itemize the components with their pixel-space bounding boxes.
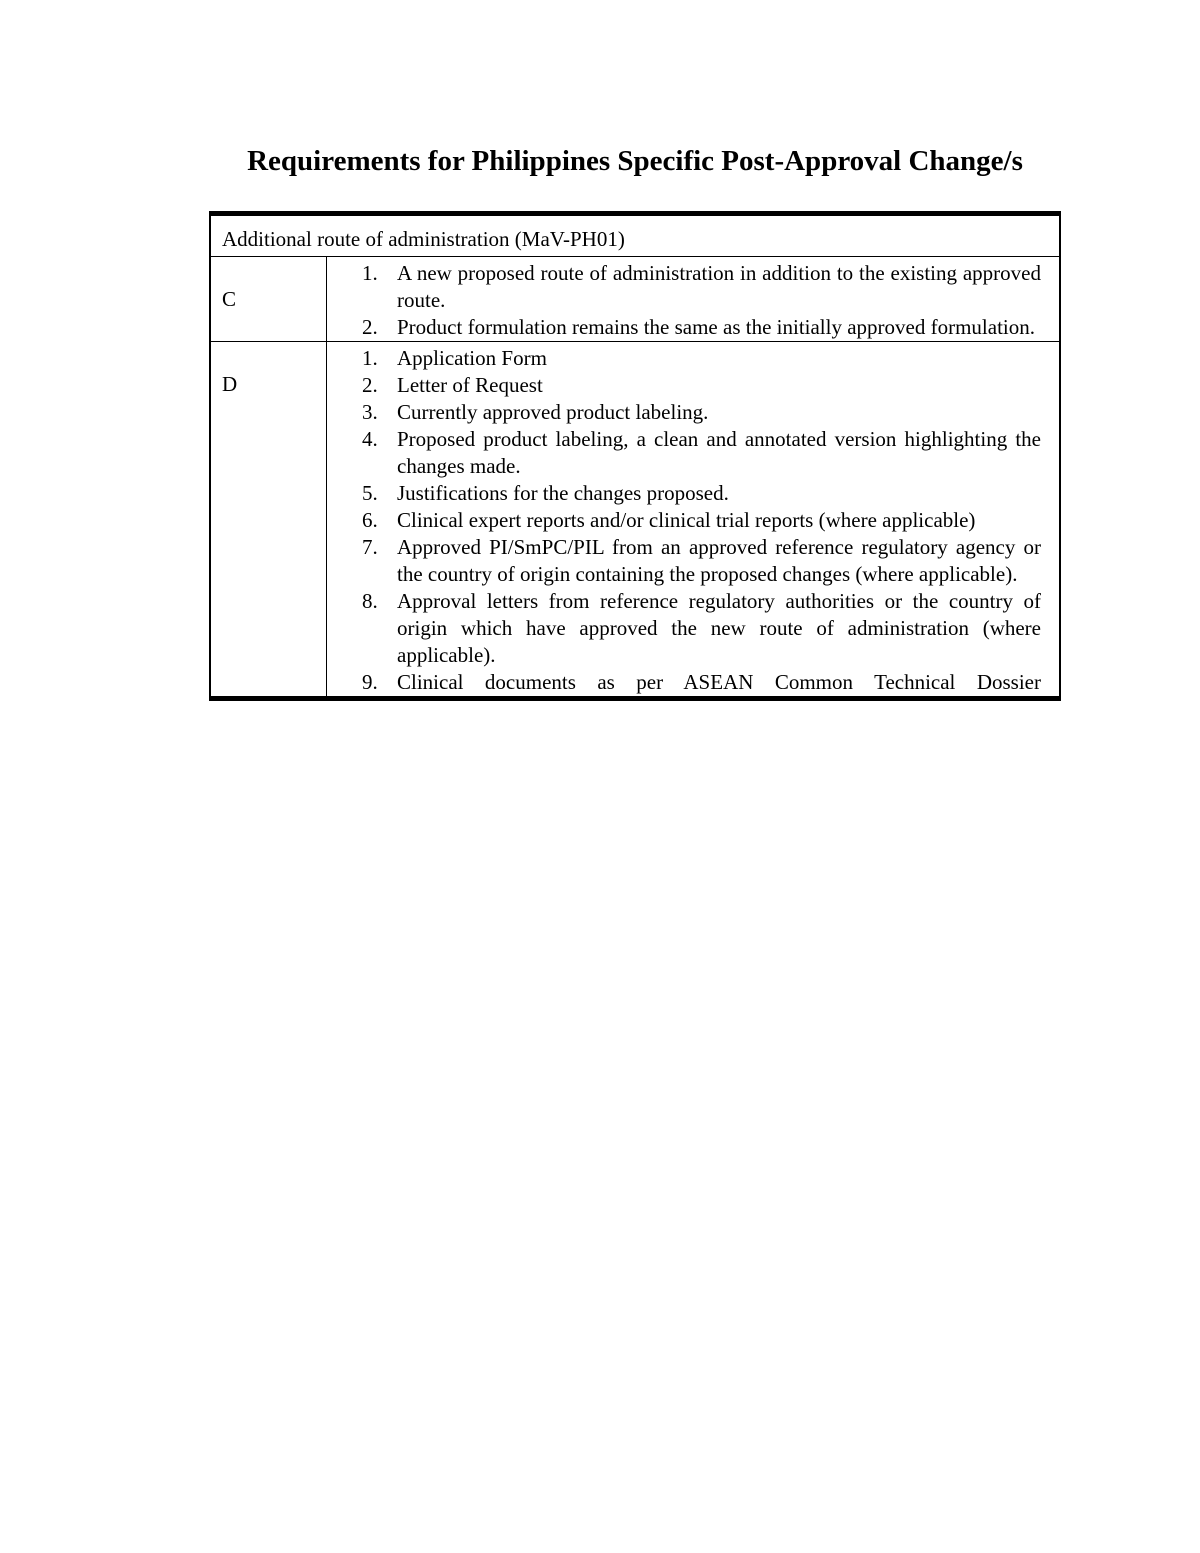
list-item xyxy=(327,669,1041,696)
list-item xyxy=(327,507,1041,534)
item-number: 1. xyxy=(362,261,378,285)
item-number: 4. xyxy=(362,427,378,451)
item-text: Clinical documents as per ASEAN Common Technical Dossier xyxy=(397,670,1041,694)
list-item xyxy=(327,372,1041,399)
item-text: A new proposed route of administration in addition to the existing approved route. xyxy=(397,261,1041,312)
list-item xyxy=(327,480,1041,507)
documents-list xyxy=(327,345,1041,696)
item-number: 8. xyxy=(362,589,378,613)
documents-cell xyxy=(327,342,1061,699)
list-item xyxy=(327,534,1041,588)
page-title: Requirements for Philippines Specific Post-Approval Change/s xyxy=(247,145,1023,177)
table-header-row xyxy=(210,214,1060,257)
item-text: Letter of Request xyxy=(397,373,543,397)
conditions-list xyxy=(327,260,1041,341)
section-row-c xyxy=(210,257,1060,342)
item-number: 1. xyxy=(362,346,378,370)
category-label: D xyxy=(210,342,327,699)
item-number: 2. xyxy=(362,315,378,339)
item-number: 7. xyxy=(362,535,378,559)
list-item xyxy=(327,399,1041,426)
conditions-cell xyxy=(327,257,1061,342)
item-number: 3. xyxy=(362,400,378,424)
change-type-header: Additional route of administration (MaV-PH01) xyxy=(210,214,1060,257)
item-number: 6. xyxy=(362,508,378,532)
list-item xyxy=(327,314,1041,341)
item-text: Approval letters from reference regulatory authorities or the country of origin which have approved the new route of administration (where applicable). xyxy=(397,589,1041,667)
list-item xyxy=(327,345,1041,372)
item-text: Clinical expert reports and/or clinical trial reports (where applicable) xyxy=(397,508,976,532)
item-text: Justifications for the changes proposed. xyxy=(397,481,729,505)
section-row-d xyxy=(210,342,1060,699)
list-item xyxy=(327,260,1041,314)
requirements-table xyxy=(209,211,1061,701)
item-text: Currently approved product labeling. xyxy=(397,400,709,424)
list-item xyxy=(327,426,1041,480)
item-number: 9. xyxy=(362,670,378,694)
item-text: Product formulation remains the same as the initially approved formulation. xyxy=(397,315,1036,339)
item-text: Proposed product labeling, a clean and annotated version highlighting the changes made. xyxy=(397,427,1041,478)
item-text: Approved PI/SmPC/PIL from an approved reference regulatory agency or the country of origin containing the proposed changes (where applicable). xyxy=(397,535,1041,586)
list-item xyxy=(327,588,1041,669)
item-number: 2. xyxy=(362,373,378,397)
category-label: C xyxy=(210,257,327,342)
item-text: Application Form xyxy=(397,346,547,370)
item-number: 5. xyxy=(362,481,378,505)
